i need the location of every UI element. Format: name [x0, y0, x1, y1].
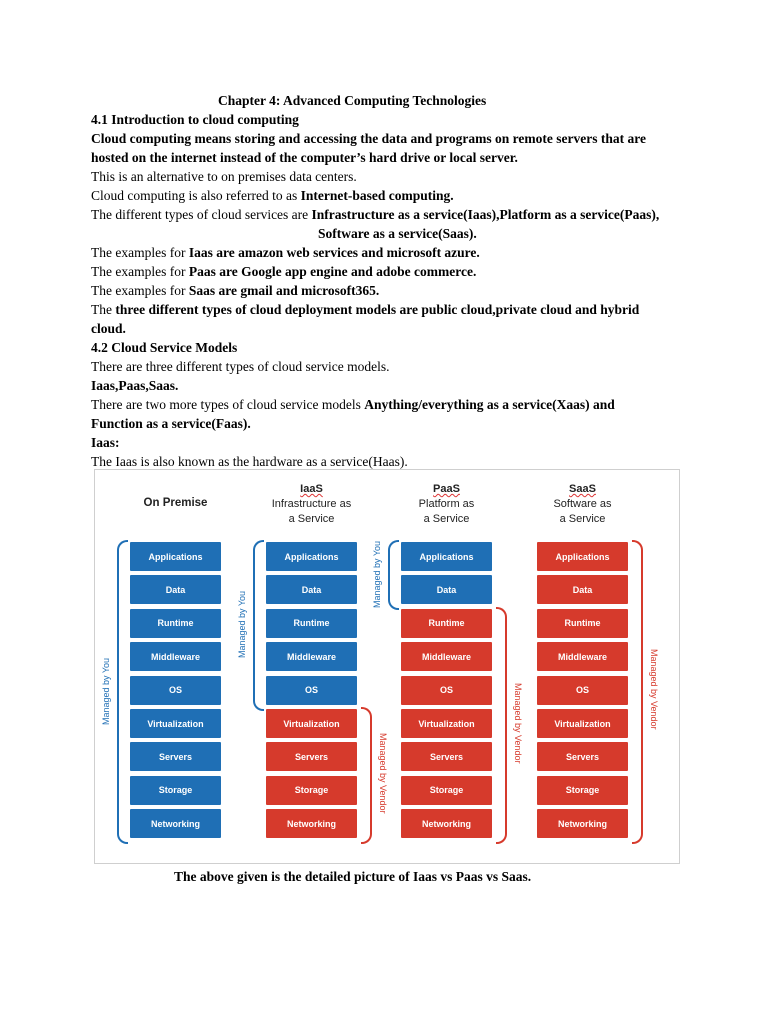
layer-box-servers: Servers [537, 742, 628, 771]
more-models-line [91, 396, 615, 414]
managed-by-you-label: Managed by You [372, 541, 382, 609]
more-models-line-2: Function as a service(Faas). [91, 416, 251, 431]
column-header [381, 482, 512, 527]
example-prefix: The examples for [91, 283, 189, 298]
layer-box-data: Data [130, 575, 221, 604]
column-name-line: Infrastructure as [271, 498, 352, 510]
layer-box-data: Data [537, 575, 628, 604]
example-iaas [91, 244, 480, 262]
example-iaas-text: Iaas are amazon web services and microsoft azure. [188, 245, 480, 260]
layer-box-middleware: Middleware [266, 642, 357, 671]
layer-box-virtualization: Virtualization [401, 709, 492, 738]
layer-box-middleware: Middleware [130, 642, 221, 671]
layer-box-networking: Networking [537, 809, 628, 838]
example-prefix: The examples for [91, 264, 189, 279]
layer-box-storage: Storage [266, 776, 357, 805]
layer-box-middleware: Middleware [537, 642, 628, 671]
column-name-line: a Service [423, 513, 470, 525]
layer-box-os: OS [130, 676, 221, 705]
column-name-line: a Service [288, 513, 335, 525]
definition-line-1: Cloud computing means storing and accessing the data and programs on remote servers that are [91, 131, 646, 146]
iaas-heading: Iaas: [91, 435, 120, 450]
managed-by-vendor-bracket [361, 707, 372, 844]
models-list: Iaas,Paas,Saas. [91, 378, 179, 393]
example-saas [91, 282, 379, 300]
layer-box-middleware: Middleware [401, 642, 492, 671]
example-paas [91, 263, 476, 281]
managed-by-you-bracket [117, 540, 128, 844]
column-name [517, 497, 648, 527]
referred-prefix: Cloud computing is also referred to as [91, 188, 301, 203]
layer-box-servers: Servers [130, 742, 221, 771]
layer-box-storage: Storage [401, 776, 492, 805]
column-name [381, 497, 512, 527]
deployment-models-line [91, 301, 639, 319]
deployment-text: three different types of cloud deployment models are public cloud,private cloud and hybrid [115, 302, 640, 317]
column-abbreviation: PaaS [433, 483, 460, 495]
service-types-prefix: The different types of cloud services are [91, 207, 312, 222]
haas-text: The Iaas is also known as the hardware as a service(Haas). [91, 454, 408, 469]
referred-as-line [91, 187, 454, 205]
managed-by-vendor-label: Managed by Vendor [513, 682, 523, 764]
section-heading-4-1: 4.1 Introduction to cloud computing [91, 112, 299, 127]
definition-line-2: hosted on the internet instead of the computer’s hard drive or local server. [91, 150, 518, 165]
three-models-text: There are three different types of cloud service models. [91, 359, 390, 374]
layer-box-virtualization: Virtualization [266, 709, 357, 738]
managed-by-you-label: Managed by You [237, 591, 247, 659]
managed-by-vendor-label: Managed by Vendor [649, 649, 659, 730]
deployment-line-2: cloud. [91, 321, 126, 336]
layer-box-runtime: Runtime [266, 609, 357, 638]
service-types-line [91, 206, 659, 224]
layer-box-applications: Applications [537, 542, 628, 571]
layer-box-os: OS [266, 676, 357, 705]
more-models-prefix: There are two more types of cloud service models [91, 397, 365, 412]
cloud-service-models-diagram [94, 469, 680, 864]
layer-box-networking: Networking [266, 809, 357, 838]
column-abbreviation: IaaS [300, 483, 323, 495]
managed-by-you-label: Managed by You [101, 658, 111, 726]
service-types-bold: Infrastructure as a service(Iaas),Platform as a service(Paas), [311, 207, 660, 222]
layer-box-applications: Applications [130, 542, 221, 571]
example-prefix: The examples for [91, 245, 189, 260]
more-models-bold: Anything/everything as a service(Xaas) and [364, 397, 615, 412]
layer-box-os: OS [537, 676, 628, 705]
layer-box-runtime: Runtime [401, 609, 492, 638]
alternative-text: This is an alternative to on premises data centers. [91, 169, 357, 184]
layer-box-networking: Networking [401, 809, 492, 838]
layer-box-data: Data [266, 575, 357, 604]
column-name-line: Software as [553, 498, 612, 510]
layer-box-data: Data [401, 575, 492, 604]
managed-by-vendor-bracket [632, 540, 643, 844]
section-heading-4-2: 4.2 Cloud Service Models [91, 340, 238, 355]
column-name-line: a Service [559, 513, 606, 525]
layer-box-networking: Networking [130, 809, 221, 838]
column-header [246, 482, 377, 527]
layer-box-applications: Applications [401, 542, 492, 571]
service-types-line-2: Software as a service(Saas). [318, 226, 477, 241]
managed-by-you-bracket [253, 540, 264, 711]
layer-box-storage: Storage [130, 776, 221, 805]
column-name-line: Platform as [418, 498, 475, 510]
deployment-prefix: The [91, 302, 116, 317]
example-paas-text: Paas are Google app engine and adobe commerce. [188, 264, 477, 279]
example-saas-text: Saas are gmail and microsoft365. [188, 283, 380, 298]
layer-box-runtime: Runtime [130, 609, 221, 638]
chapter-title: Chapter 4: Advanced Computing Technologies [218, 93, 487, 108]
column-abbreviation: SaaS [569, 483, 596, 495]
layer-box-os: OS [401, 676, 492, 705]
column-header [517, 482, 648, 527]
layer-box-virtualization: Virtualization [130, 709, 221, 738]
layer-box-storage: Storage [537, 776, 628, 805]
layer-box-servers: Servers [266, 742, 357, 771]
referred-term: Internet-based computing. [300, 188, 454, 203]
column-name [246, 497, 377, 527]
layer-box-runtime: Runtime [537, 609, 628, 638]
layer-box-servers: Servers [401, 742, 492, 771]
column-header: On Premise [143, 497, 208, 509]
managed-by-vendor-label: Managed by Vendor [378, 732, 388, 814]
managed-by-you-bracket [388, 540, 399, 610]
layer-box-virtualization: Virtualization [537, 709, 628, 738]
layer-box-applications: Applications [266, 542, 357, 571]
diagram-caption: The above given is the detailed picture of Iaas vs Paas vs Saas. [174, 869, 532, 884]
managed-by-vendor-bracket [496, 607, 507, 844]
